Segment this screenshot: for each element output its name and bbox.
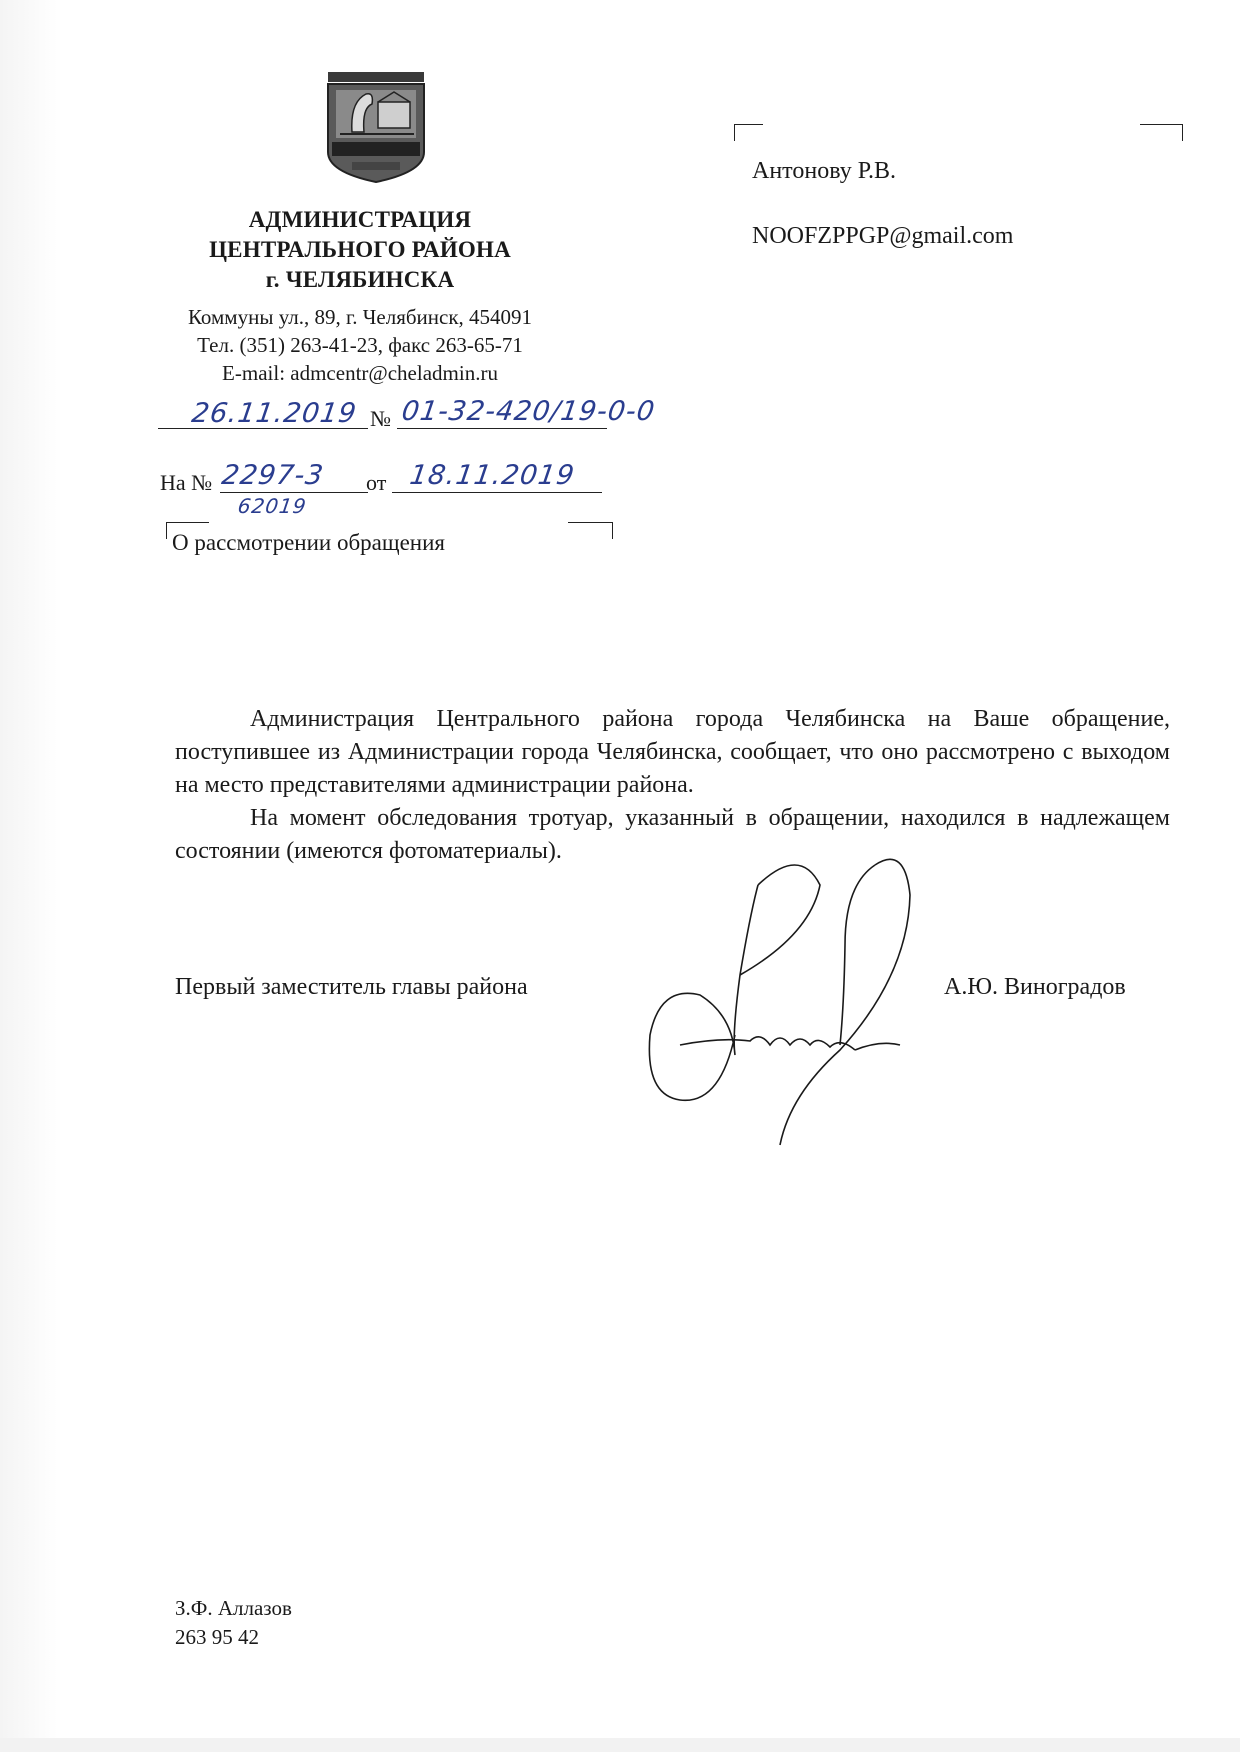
from-label: от — [366, 470, 387, 495]
number-label: № — [370, 406, 391, 431]
number-underline — [397, 428, 607, 429]
scan-bottom-edge — [0, 1738, 1240, 1752]
reply-to-number-sub: 62019 — [236, 494, 309, 518]
addressee-corner-left — [734, 124, 763, 141]
org-name-line2: ЦЕНТРАЛЬНОГО РАЙОНА — [209, 237, 511, 262]
executor-block — [175, 1594, 292, 1652]
district-emblem-icon — [322, 72, 430, 184]
handwritten-signature-icon — [640, 855, 980, 1155]
organization-name — [180, 205, 540, 295]
outgoing-date: 26.11.2019 — [189, 398, 359, 429]
body-paragraph-1: Администрация Центрального района города Челябинска на Ваше обращение, поступившее из Администрации города Челябинска, сообщает, что оно рассмотрено с выходом на место представителями администрации района. — [175, 706, 1170, 798]
organization-contacts — [160, 303, 560, 387]
executor-phone: 263 95 42 — [175, 1625, 259, 1649]
letter-subject: О рассмотрении обращения — [172, 530, 445, 555]
addressee-email: NOOFZPPGP@gmail.com — [752, 223, 1014, 249]
executor-name: З.Ф. Аллазов — [175, 1596, 292, 1620]
signatory-title: Первый заместитель главы района — [175, 974, 528, 1000]
org-name-line1: АДМИНИСТРАЦИЯ — [248, 207, 472, 232]
scan-edge — [0, 0, 58, 1752]
org-address: Коммуны ул., 89, г. Челябинск, 454091 — [187, 305, 533, 329]
reply-date-underline — [392, 492, 602, 493]
addressee-corner-right — [1140, 124, 1183, 141]
org-phone: Тел. (351) 263-41-23, факс 263-65-71 — [197, 333, 523, 357]
org-email: E-mail: admcentr@cheladmin.ru — [222, 361, 498, 385]
org-name-line3: г. ЧЕЛЯБИНСКА — [265, 267, 455, 292]
letter-body — [175, 703, 1170, 868]
addressee-name: Антонову Р.В. — [752, 158, 897, 184]
body-paragraph-2: На момент обследования тротуар, указанный в обращении, находился в надлежащем состоянии (имеются фотоматериалы). — [175, 805, 1170, 864]
reply-to-number: 2297-3 — [219, 460, 326, 491]
reply-to-label: На № — [160, 470, 213, 495]
outgoing-number: 01-32-420/19-0-0 — [399, 396, 658, 427]
signatory-name: А.Ю. Виноградов — [944, 974, 1126, 1000]
subject-corner-right — [568, 522, 613, 539]
reply-number-underline — [220, 492, 368, 493]
reply-to-date: 18.11.2019 — [407, 460, 577, 491]
